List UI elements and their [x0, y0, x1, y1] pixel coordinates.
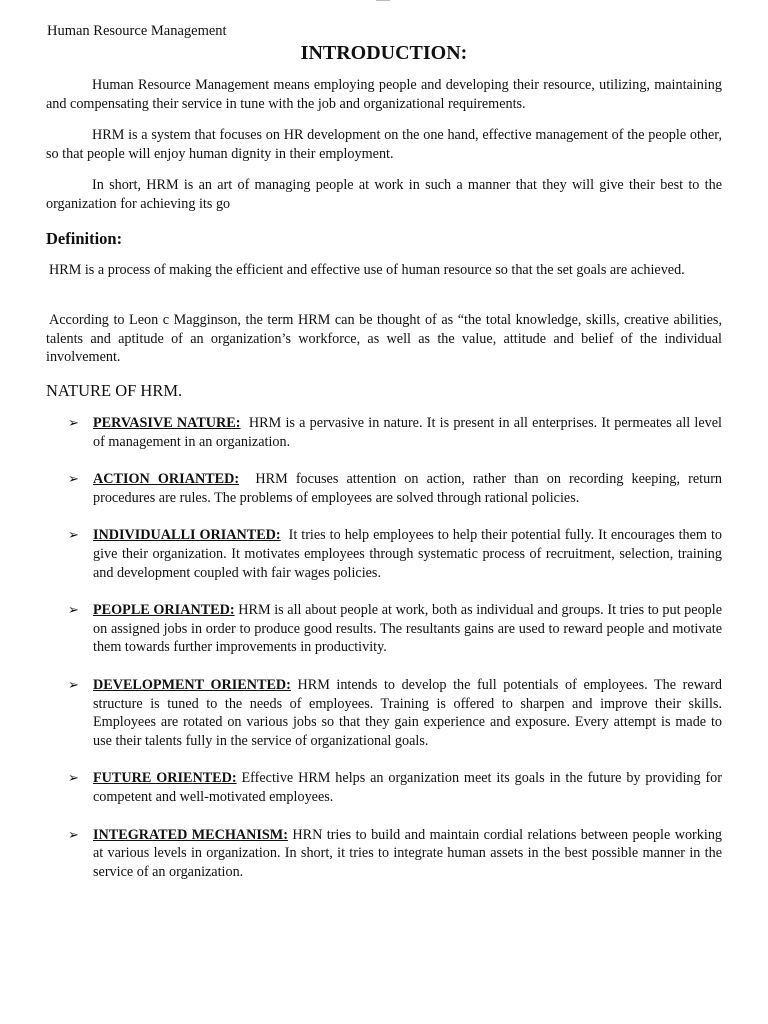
list-item [46, 414, 722, 451]
arrow-bullet-icon: ➢ [68, 471, 79, 487]
intro-paragraph-1: Human Resource Management means employing people and developing their resource, utilizing, maintaining and compensating their service in tune with the job and organizational requirements. [46, 77, 722, 112]
item-term: INDIVIDUALLI ORIANTED: [93, 527, 281, 544]
item-term: ACTION ORIANTED: [93, 471, 240, 488]
intro-paragraph-2: HRM is a system that focuses on HR development on the one hand, effective management of the people other, so that people will enjoy human dignity in their employment. [46, 127, 722, 162]
list-item [46, 470, 722, 507]
list-item [46, 826, 722, 882]
item-term: PERVASIVE NATURE: [93, 415, 241, 431]
intro-paragraph-3: In short, HRM is an art of managing people at work in such a manner that they will give their best to the organization for achieving its go [46, 177, 722, 212]
item-text: Effective HRM helps an organization meet its goals in the future by providing for competent and well-motivated employees. [93, 770, 722, 805]
item-text: HRM focuses attention on action, rather than on recording keeping, return procedures are rules. The problems of employees are solved through rational policies. [93, 471, 723, 506]
arrow-bullet-icon: ➢ [68, 770, 79, 786]
nature-list [46, 414, 722, 881]
page-title: INTRODUCTION: [300, 42, 468, 64]
arrow-bullet-icon: ➢ [68, 602, 79, 618]
item-term: DEVELOPMENT ORIENTED: [93, 676, 291, 693]
item-text: HRN tries to build and maintain cordial relations between people working at various levels in organization. In short, it tries to integrate human assets in the best possible manner in the service of an organization. [93, 826, 723, 880]
item-text: HRM is all about people at work, both as individual and groups. It tries to put people on assigned jobs in order to produce good results. The resultants gains are used to reward people and motivate them towards further improvements in productivity. [93, 602, 722, 656]
item-text: HRM is a pervasive in nature. It is present in all enterprises. It permeates all level of management in an organization. [93, 415, 722, 450]
nature-heading: NATURE OF HRM. [46, 381, 183, 400]
definition-paragraph-2: According to Leon c Magginson, the term HRM can be thought of as “the total knowledge, skills, creative abilities, talents and aptitude of an organization’s workforce, as well as the value, attitude and belief of the individual involvement. [46, 312, 722, 366]
arrow-bullet-icon: ➢ [68, 826, 79, 842]
list-item [46, 526, 722, 582]
list-item [46, 601, 722, 657]
definition-heading: Definition: [46, 229, 123, 248]
page-top-mark [376, 0, 390, 1]
arrow-bullet-icon: ➢ [68, 415, 79, 430]
list-item [46, 676, 722, 750]
definition-paragraph-1: HRM is a process of making the efficient and effective use of human resource so that the set goals are achieved. [49, 262, 685, 278]
item-term: FUTURE ORIENTED: [93, 770, 237, 787]
item-text: HRM intends to develop the full potentials of employees. The reward structure is tuned to the needs of employees. Training is offered to sharpen and improve their skills. Employees are rotated on various jobs so that they gain experience and exposure. Every attempt is made to use their talents fully in the service of organizational goals. [93, 676, 723, 749]
arrow-bullet-icon: ➢ [68, 527, 79, 543]
item-term: INTEGRATED MECHANISM: [93, 826, 288, 843]
running-header: Human Resource Management [47, 23, 227, 39]
item-text: It tries to help employees to help their potential fully. It encourages them to give their organization. It motivates employees through systematic process of recruitment, selection, training and development coupled with fair wages policies. [93, 527, 722, 581]
item-term: PEOPLE ORIANTED: [93, 602, 235, 619]
arrow-bullet-icon: ➢ [68, 676, 79, 692]
list-item [46, 769, 722, 806]
